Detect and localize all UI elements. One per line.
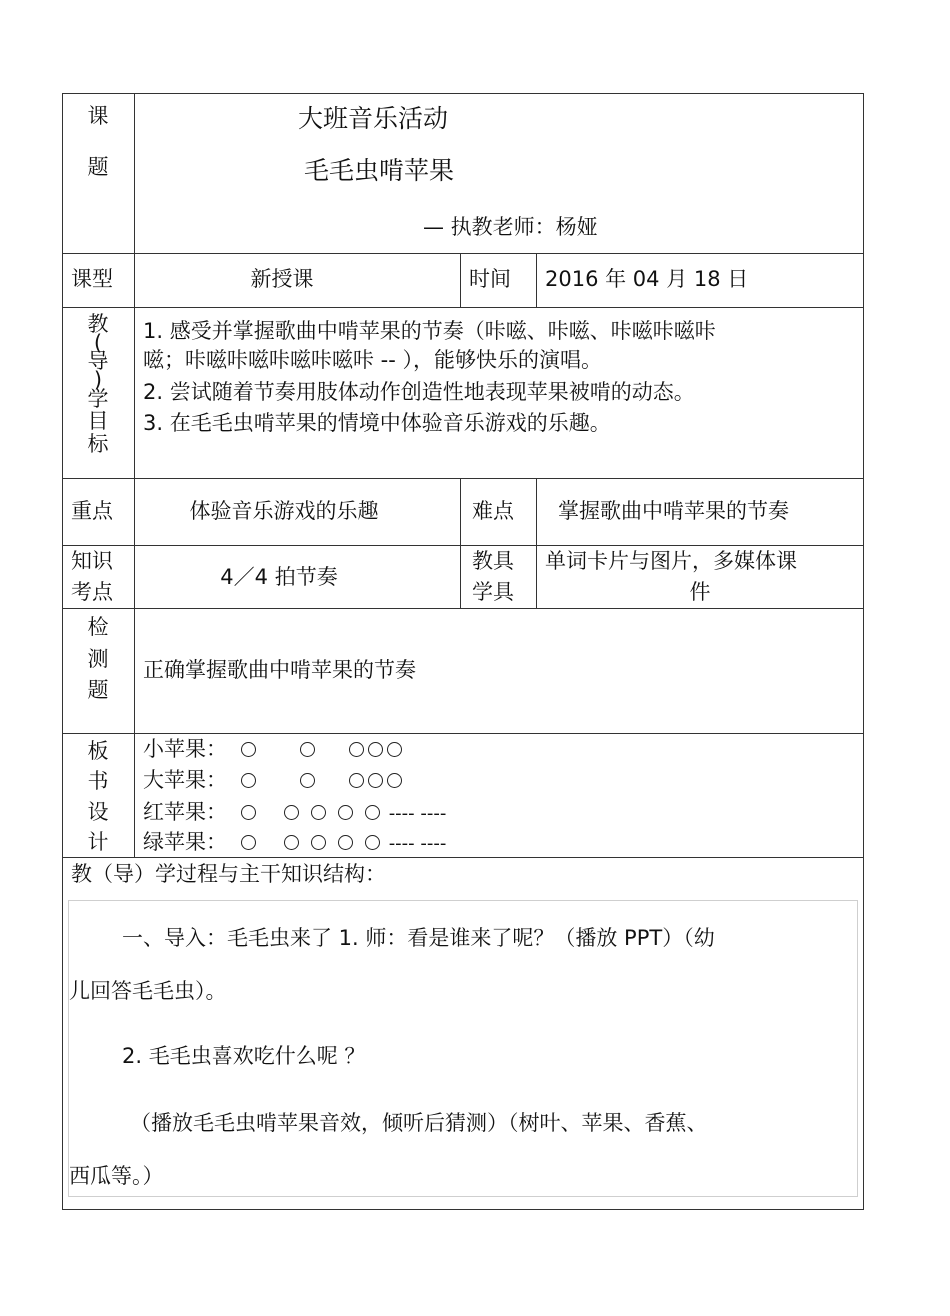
process-paragraph: （播放毛毛虫啃苹果音效，倾听后猜测）（树叶、苹果、香蕉、 [130, 1111, 708, 1135]
difficulty-value: 掌握歌曲中啃苹果的节奏 [558, 499, 789, 523]
rhythm-circle [284, 805, 299, 820]
rhythm-circle [284, 835, 299, 850]
title-label-char: 题 [87, 155, 109, 180]
title-label [62, 104, 134, 180]
knowledge-label: 知识 [71, 549, 113, 573]
board-label-char: 设 [87, 799, 109, 824]
test-label-char: 测 [87, 646, 109, 671]
objectives-label-char: 学 [87, 386, 109, 411]
board-label-char: 计 [87, 830, 109, 855]
row-divider [62, 545, 864, 546]
objective-line: 嗞；咔嗞咔嗞咔嗞咔嗞咔 -- ），能够快乐的演唱。 [143, 348, 603, 372]
row-divider [62, 478, 864, 479]
column-divider [460, 253, 461, 308]
board-row-small-apple [143, 737, 227, 762]
objectives-label-char: 目 [87, 409, 109, 434]
rhythm-circle [300, 742, 315, 757]
process-paragraph: 儿回答毛毛虫）。 [69, 979, 227, 1003]
row-divider [62, 608, 864, 609]
board-label [62, 736, 134, 858]
time-value: 2016 年 04 月 18 日 [545, 267, 749, 291]
rhythm-circle [387, 773, 402, 788]
rhythm-circle [241, 835, 256, 850]
test-label [62, 612, 134, 707]
rhythm-marks [239, 737, 404, 762]
tools-label: 教具 [472, 549, 514, 573]
rhythm-circle [241, 805, 256, 820]
rhythm-circle [311, 835, 326, 850]
tools-label: 学具 [472, 580, 514, 604]
rhythm-circle [338, 805, 353, 820]
rhythm-circle [365, 805, 380, 820]
rhythm-circle [349, 773, 364, 788]
test-label-char: 题 [87, 678, 109, 702]
board-label-char: 书 [87, 769, 109, 794]
objectives-label-char: 标 [87, 432, 109, 457]
board-row-red-apple [143, 800, 227, 825]
objective-line: 3. 在毛毛虫啃苹果的情境中体验音乐游戏的乐趣。 [143, 411, 611, 435]
rhythm-circle [300, 773, 315, 788]
rhythm-dashes: ---- ---- [388, 833, 447, 854]
rhythm-circle [387, 742, 402, 757]
board-row-label: 小苹果： [143, 737, 227, 761]
row-divider [62, 307, 864, 308]
row-divider [62, 253, 864, 254]
rhythm-marks [239, 768, 404, 793]
objectives-label-char: 导 [87, 349, 109, 374]
rhythm-circle [241, 773, 256, 788]
test-value: 正确掌握歌曲中啃苹果的节奏 [143, 658, 416, 682]
title-label-char: 课 [87, 104, 109, 128]
test-label-char: 检 [87, 615, 109, 639]
knowledge-label: 考点 [71, 580, 113, 604]
board-row-green-apple [143, 830, 227, 855]
objectives-label-char: 教 [87, 312, 109, 336]
rhythm-circle [338, 835, 353, 850]
process-paragraph: 2. 毛毛虫喜欢吃什么呢 ？ [122, 1044, 366, 1068]
lesson-title-line2: 毛毛虫啃苹果 [304, 156, 455, 185]
focus-value: 体验音乐游戏的乐趣 [189, 499, 379, 523]
rhythm-dashes: ---- ---- [388, 803, 447, 824]
process-header: 教（导）学过程与主干知识结构： [71, 862, 386, 886]
rhythm-circle [241, 742, 256, 757]
row-divider [62, 733, 864, 734]
board-row-label: 红苹果： [143, 800, 227, 824]
objectives-label-char: ( [93, 330, 103, 355]
lesson-type-value: 新授课 [250, 267, 314, 291]
objectives-label-char: ) [93, 368, 103, 393]
process-paragraph: 一、导入：毛毛虫来了 1. 师：看是谁来了呢？（播放 PPT）（幼 [122, 926, 715, 950]
rhythm-circle [368, 742, 383, 757]
rhythm-circle [349, 742, 364, 757]
row-divider [62, 857, 864, 858]
board-row-label: 绿苹果： [143, 830, 227, 854]
rhythm-marks [239, 800, 446, 825]
tools-value: 单词卡片与图片，多媒体课 [545, 549, 797, 573]
objective-line: 1. 感受并掌握歌曲中啃苹果的节奏（咔嗞、咔嗞、咔嗞咔嗞咔 [143, 319, 716, 343]
objectives-label [62, 313, 134, 456]
teacher-name: — 执教老师：杨娅 [423, 215, 598, 239]
process-paragraph: 西瓜等。） [69, 1164, 164, 1188]
tools-value: 件 [689, 580, 711, 604]
rhythm-marks [239, 830, 446, 855]
column-divider [536, 253, 537, 308]
column-divider [460, 478, 461, 608]
objective-line: 2. 尝试随着节奏用肢体动作创造性地表现苹果被啃的动态。 [143, 380, 695, 404]
rhythm-circle [365, 835, 380, 850]
rhythm-circle [311, 805, 326, 820]
column-divider [134, 93, 135, 857]
board-row-big-apple [143, 768, 227, 793]
lesson-type-label: 课型 [71, 267, 113, 291]
difficulty-label: 难点 [472, 499, 514, 523]
board-label-char: 板 [87, 739, 109, 763]
focus-label: 重点 [71, 499, 113, 523]
knowledge-value: 4／4 拍节奏 [220, 565, 338, 589]
lesson-title-line1: 大班音乐活动 [298, 104, 449, 133]
board-row-label: 大苹果： [143, 768, 227, 792]
rhythm-circle [368, 773, 383, 788]
time-label: 时间 [469, 267, 511, 291]
